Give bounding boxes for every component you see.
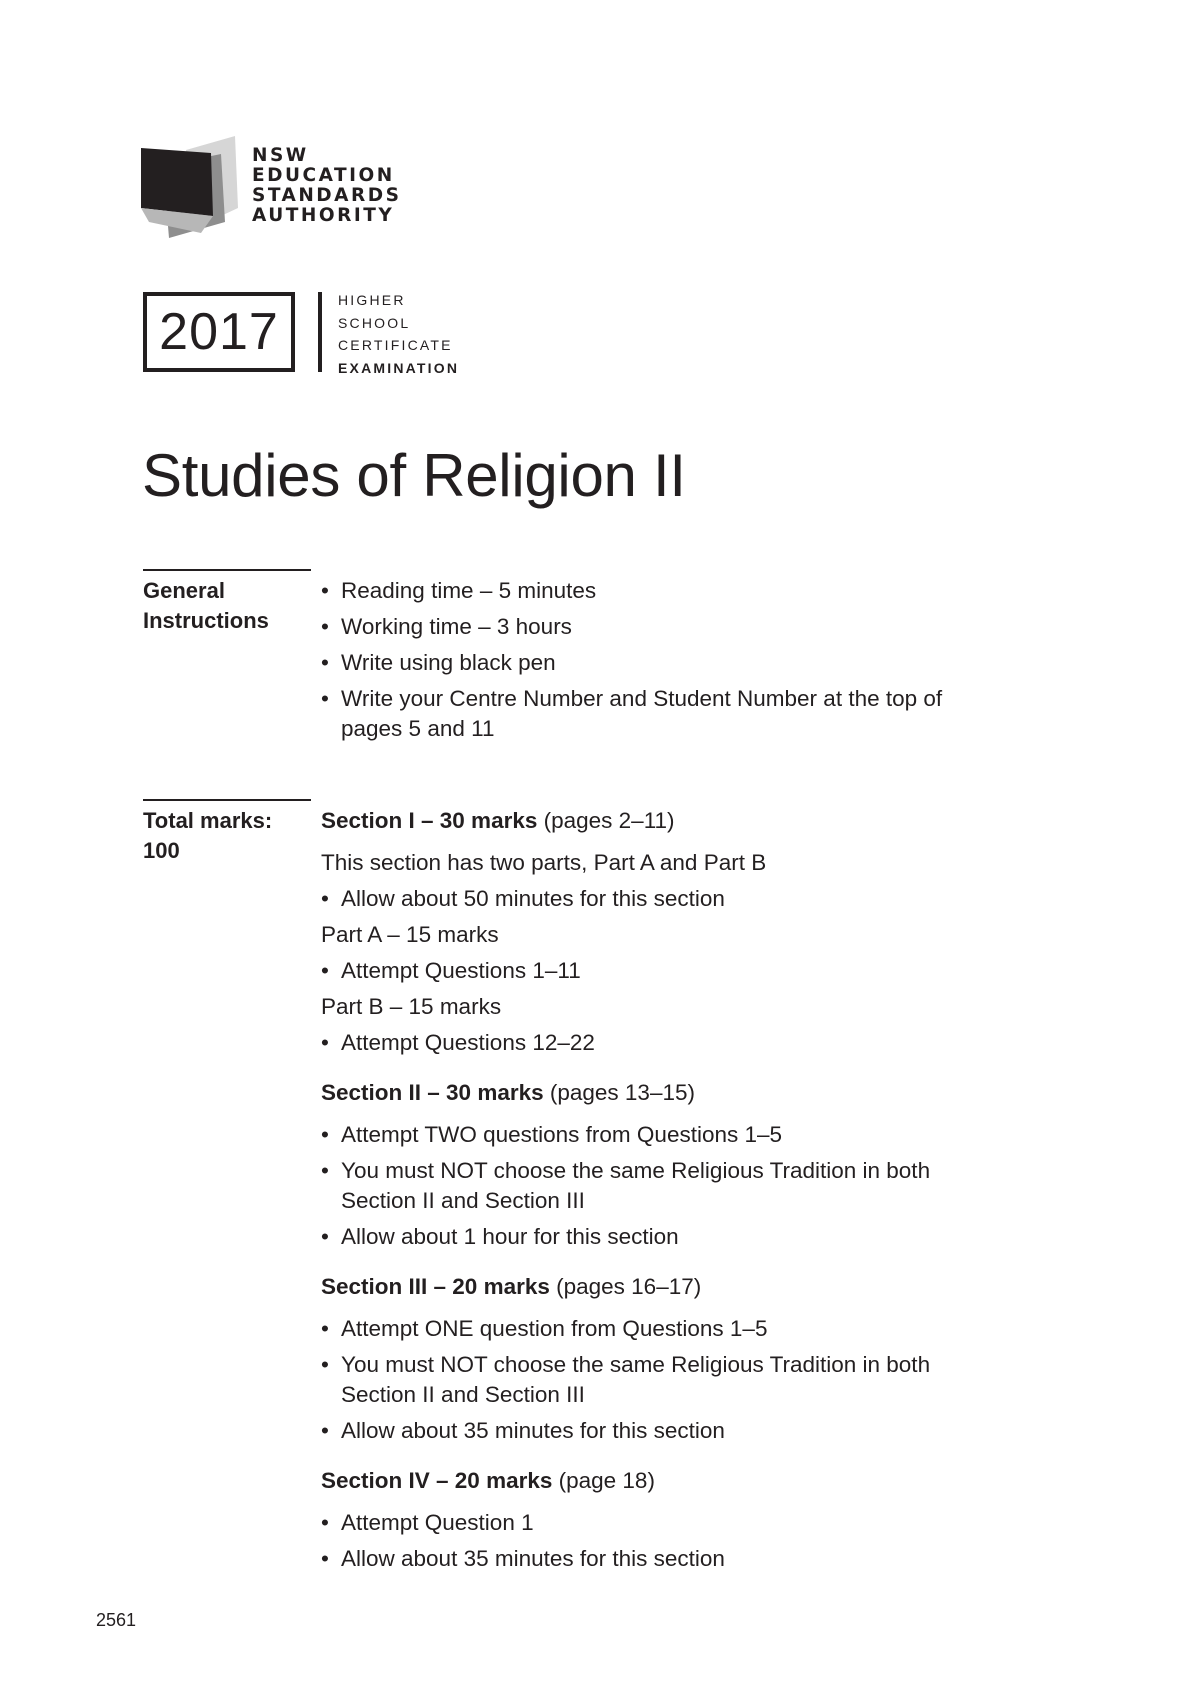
general-instructions-list bbox=[321, 576, 1041, 744]
logo-line: EDUCATION bbox=[252, 165, 395, 186]
list-item: • Attempt Question 1 bbox=[321, 1508, 1041, 1538]
exam-year: 2017 bbox=[143, 292, 295, 372]
list-item: • Attempt TWO questions from Questions 1–5 bbox=[321, 1120, 1041, 1150]
logo-wordmark bbox=[252, 146, 401, 226]
list-item: • Attempt Questions 12–22 bbox=[321, 1028, 1041, 1058]
list-item: • Write using black pen bbox=[321, 648, 1041, 678]
total-marks-label: Total marks: 100 bbox=[143, 808, 273, 863]
part-a-label: Part A – 15 marks bbox=[321, 922, 499, 947]
list-item: • Allow about 35 minutes for this section bbox=[321, 1544, 1041, 1574]
general-instructions-label: General Instructions bbox=[143, 578, 269, 633]
list-item: • Attempt Questions 1–11 bbox=[321, 956, 1041, 986]
part-b-label: Part B – 15 marks bbox=[321, 994, 502, 1019]
section-1-intro: This section has two parts, Part A and Part B bbox=[321, 850, 767, 875]
exam-type bbox=[338, 289, 459, 379]
list-item: • You must NOT choose the same Religious Tradition in both Section II and Section III bbox=[321, 1156, 1041, 1216]
sections-list bbox=[321, 806, 1041, 1574]
list-item: • Allow about 50 minutes for this section bbox=[321, 884, 1041, 914]
list-item: • Attempt ONE question from Questions 1–5 bbox=[321, 1314, 1041, 1344]
list-item: • Allow about 35 minutes for this section bbox=[321, 1416, 1041, 1446]
exam-type-line: SCHOOL bbox=[338, 314, 411, 331]
section-rule bbox=[143, 799, 311, 801]
section-1-heading: Section I – 30 marks (pages 2–11) bbox=[321, 808, 675, 833]
exam-type-line: EXAMINATION bbox=[338, 359, 460, 376]
section-2-heading: Section II – 30 marks (pages 13–15) bbox=[321, 1080, 695, 1105]
page-title: Studies of Religion II bbox=[142, 442, 686, 509]
year-divider bbox=[318, 292, 322, 372]
logo-mark-icon bbox=[141, 136, 251, 246]
nsw-esa-logo bbox=[141, 136, 401, 246]
list-item: • Working time – 3 hours bbox=[321, 612, 1041, 642]
logo-line: AUTHORITY bbox=[252, 205, 395, 226]
logo-line: NSW bbox=[252, 145, 309, 166]
exam-type-line: HIGHER bbox=[338, 292, 406, 308]
page-code: 2561 bbox=[96, 1610, 137, 1630]
list-item: • Write your Centre Number and Student Number at the top of pages 5 and 11 bbox=[321, 684, 1041, 744]
section-4-heading: Section IV – 20 marks (page 18) bbox=[321, 1468, 655, 1493]
logo-line: STANDARDS bbox=[252, 185, 402, 206]
exam-type-line: CERTIFICATE bbox=[338, 337, 453, 353]
list-item: • Reading time – 5 minutes bbox=[321, 576, 1041, 606]
section-rule bbox=[143, 569, 311, 571]
list-item: • You must NOT choose the same Religious Tradition in both Section II and Section III bbox=[321, 1350, 1041, 1410]
list-item: • Allow about 1 hour for this section bbox=[321, 1222, 1041, 1252]
section-3-heading: Section III – 20 marks (pages 16–17) bbox=[321, 1274, 702, 1299]
